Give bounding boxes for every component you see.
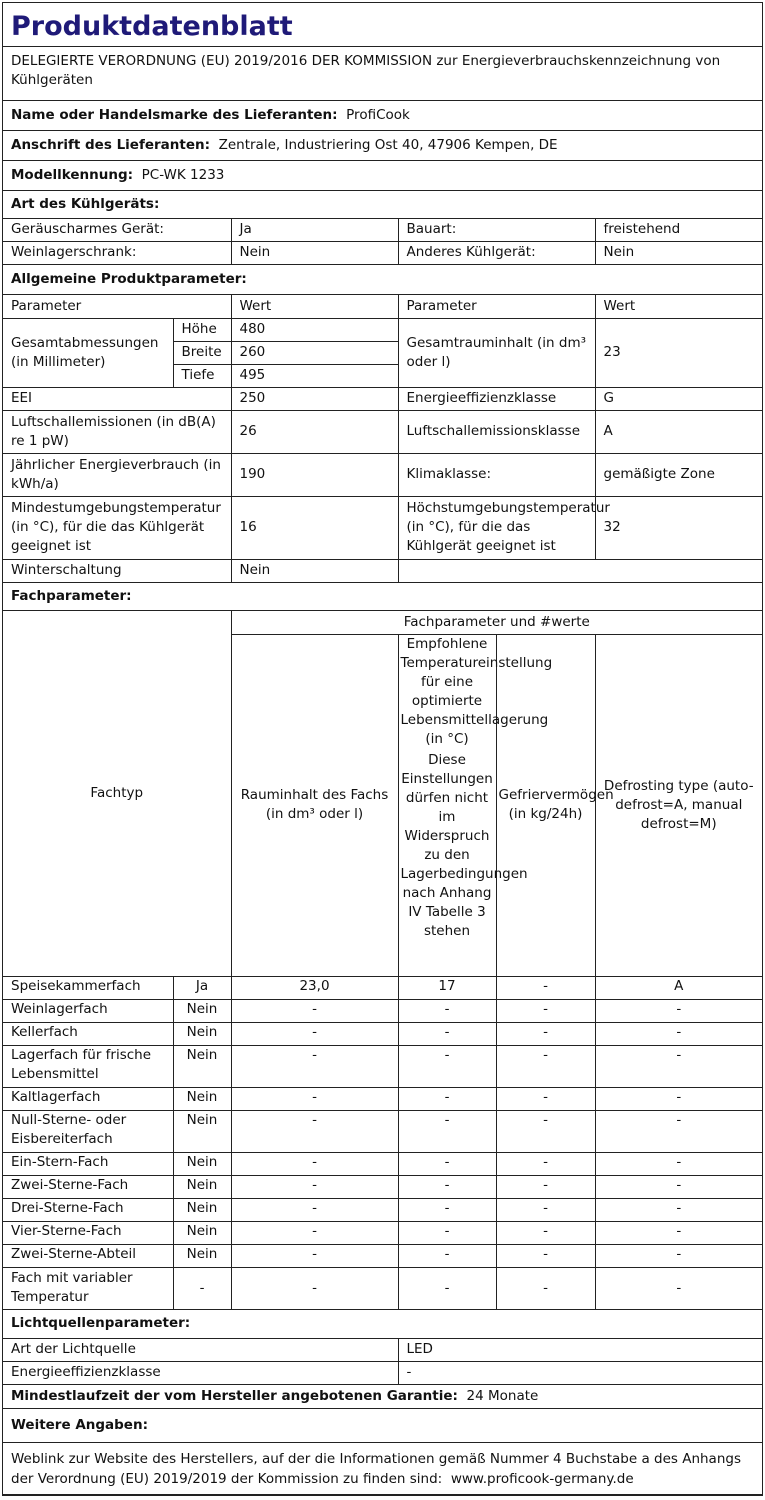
general-header-row	[3, 294, 762, 318]
parameter-row	[3, 410, 762, 453]
compartment-temperature: -	[398, 1175, 496, 1198]
type-label: Anderes Kühlgerät:	[398, 241, 595, 264]
compartment-defrost: -	[595, 1110, 762, 1152]
compartments-heading-row	[3, 582, 762, 610]
compartment-present: Nein	[173, 1022, 231, 1045]
dimension-value: 480	[231, 318, 398, 341]
dimension-label: Breite	[173, 341, 231, 364]
column-header: Wert	[231, 294, 398, 318]
general-heading: Allgemeine Produktparameter:	[3, 264, 762, 294]
freezing-header: Gefriervermögen (in kg/24h)	[496, 634, 595, 976]
compartment-temperature: -	[398, 1022, 496, 1045]
parameter-row	[3, 387, 762, 410]
type-value: Nein	[231, 241, 398, 264]
compartment-freezing: -	[496, 999, 595, 1022]
compartment-volume: -	[231, 1244, 398, 1267]
parameter-label: Energieeffizienzklasse	[398, 387, 595, 410]
compartment-name: Vier-Sterne-Fach	[3, 1221, 173, 1244]
winter-row	[3, 559, 762, 582]
appliance-type-heading-row	[3, 191, 762, 218]
compartment-defrost: -	[595, 999, 762, 1022]
light-heading-row	[3, 1309, 762, 1338]
compartment-row	[3, 1267, 762, 1309]
dimension-label: Tiefe	[173, 364, 231, 387]
parameter-value: gemäßigte Zone	[595, 453, 762, 496]
type-value: Ja	[231, 218, 398, 241]
compartment-present: Nein	[173, 1175, 231, 1198]
compartment-temperature: -	[398, 999, 496, 1022]
further-info-cell	[3, 1442, 762, 1494]
compartment-temperature: -	[398, 1110, 496, 1152]
compartment-volume: -	[231, 1221, 398, 1244]
compartment-volume: -	[231, 1022, 398, 1045]
compartment-row	[3, 976, 762, 999]
compartment-freezing: -	[496, 1198, 595, 1221]
column-header: Parameter	[398, 294, 595, 318]
compartment-defrost: -	[595, 1267, 762, 1309]
type-label: Bauart:	[398, 218, 595, 241]
compartment-present: -	[173, 1267, 231, 1309]
compartment-temperature: -	[398, 1045, 496, 1087]
page-title: Produktdatenblatt	[3, 3, 762, 47]
compartment-volume: -	[231, 999, 398, 1022]
compartment-volume: -	[231, 1175, 398, 1198]
model-value: PC-WK 1233	[141, 167, 225, 183]
further-heading-row	[3, 1408, 762, 1442]
compartment-temperature: -	[398, 1221, 496, 1244]
compartment-name: Drei-Sterne-Fach	[3, 1198, 173, 1221]
compartment-defrost: -	[595, 1152, 762, 1175]
compartment-type-header: Fachtyp	[3, 610, 231, 976]
light-heading: Lichtquellenparameter:	[3, 1309, 762, 1338]
parameter-value: 190	[231, 453, 398, 496]
compartments-heading: Fachparameter:	[3, 582, 762, 610]
compartment-group-header: Fachparameter und #werte	[231, 610, 762, 634]
parameter-value: G	[595, 387, 762, 410]
light-label: Art der Lichtquelle	[3, 1338, 398, 1361]
dimension-value: 260	[231, 341, 398, 364]
compartment-freezing: -	[496, 1022, 595, 1045]
further-info-text: Weblink zur Website des Herstellers, auf der die Informationen gemäß Nummer 4 Buchstabe a des Anhangs der Verordnung (EU) 2019/2019 der Kommission zu finden sind:	[11, 1450, 741, 1487]
empty-cell	[398, 559, 762, 582]
parameter-label: Mindestumgebungstemperatur (in °C), für die das Kühlgerät geeignet ist	[3, 496, 231, 559]
compartment-volume: -	[231, 1045, 398, 1087]
compartment-row	[3, 1175, 762, 1198]
compartment-defrost: -	[595, 1221, 762, 1244]
compartment-row	[3, 999, 762, 1022]
compartment-row	[3, 1198, 762, 1221]
winter-value: Nein	[231, 559, 398, 582]
parameter-value: A	[595, 410, 762, 453]
appliance-type-row	[3, 218, 762, 241]
compartment-defrost: -	[595, 1045, 762, 1087]
parameter-value: 32	[595, 496, 762, 559]
parameter-row	[3, 496, 762, 559]
address-label: Anschrift des Lieferanten:	[11, 137, 210, 153]
compartment-defrost: -	[595, 1244, 762, 1267]
type-value: freistehend	[595, 218, 762, 241]
parameter-label: Luftschallemissionen (in dB(A) re 1 pW)	[3, 410, 231, 453]
parameter-row	[3, 453, 762, 496]
compartment-freezing: -	[496, 1244, 595, 1267]
parameter-label: Klimaklasse:	[398, 453, 595, 496]
compartment-freezing: -	[496, 1152, 595, 1175]
dimension-value: 495	[231, 364, 398, 387]
compartment-name: Speisekammerfach	[3, 976, 173, 999]
compartment-freezing: -	[496, 1087, 595, 1110]
regulation-subtitle: DELEGIERTE VERORDNUNG (EU) 2019/2016 DER KOMMISSION zur Energieverbrauchskennzeichnung von Kühlgeräten	[3, 47, 762, 101]
parameter-label: Jährlicher Energieverbrauch (in kWh/a)	[3, 453, 231, 496]
compartment-name: Zwei-Sterne-Fach	[3, 1175, 173, 1198]
manufacturer-weblink[interactable]: www.proficook-germany.de	[450, 1470, 634, 1487]
compartment-row	[3, 1087, 762, 1110]
supplier-value: ProfiCook	[346, 107, 410, 123]
compartment-temperature: -	[398, 1267, 496, 1309]
compartment-row	[3, 1045, 762, 1087]
appliance-type-row	[3, 241, 762, 264]
compartment-row	[3, 1152, 762, 1175]
compartment-present: Nein	[173, 1221, 231, 1244]
compartment-present: Ja	[173, 976, 231, 999]
compartment-freezing: -	[496, 1175, 595, 1198]
compartment-volume: -	[231, 1267, 398, 1309]
compartment-volume: -	[231, 1110, 398, 1152]
warranty-value: 24 Monate	[466, 1387, 539, 1404]
compartment-name: Lagerfach für frische Lebensmittel	[3, 1045, 173, 1087]
compartment-defrost: -	[595, 1087, 762, 1110]
compartment-present: Nein	[173, 1087, 231, 1110]
address-row	[3, 131, 762, 161]
light-value: -	[398, 1361, 762, 1384]
compartment-name: Kaltlagerfach	[3, 1087, 173, 1110]
winter-label: Winterschaltung	[3, 559, 231, 582]
appliance-type-heading: Art des Kühlgeräts:	[3, 191, 762, 218]
dimensions-label: Gesamtabmessungen (in Millimeter)	[3, 318, 173, 387]
compartment-present: Nein	[173, 999, 231, 1022]
parameter-value: 250	[231, 387, 398, 410]
compartment-volume: 23,0	[231, 976, 398, 999]
parameter-label: EEI	[3, 387, 231, 410]
warranty-label: Mindestlaufzeit der vom Hersteller angebotenen Garantie:	[11, 1387, 458, 1404]
temperature-header-text: Empfohlene Temperatureinstellung für eine optimierte Lebensmittellagerung (in °C)	[400, 635, 553, 747]
light-row	[3, 1338, 762, 1361]
supplier-label: Name oder Handelsmarke des Lieferanten:	[11, 107, 338, 123]
compartment-temperature: 17	[398, 976, 496, 999]
light-label: Energieeffizienzklasse	[3, 1361, 398, 1384]
compartment-freezing: -	[496, 1267, 595, 1309]
light-value: LED	[398, 1338, 762, 1361]
compartment-row	[3, 1221, 762, 1244]
compartment-name: Null-Sterne- oder Eisbereiterfach	[3, 1110, 173, 1152]
compartment-present: Nein	[173, 1198, 231, 1221]
compartments-group-row	[3, 610, 762, 634]
dimension-label: Höhe	[173, 318, 231, 341]
compartment-name: Fach mit variabler Temperatur	[3, 1267, 173, 1309]
general-heading-row	[3, 264, 762, 294]
compartment-present: Nein	[173, 1244, 231, 1267]
defrost-header: Defrosting type (auto-defrost=A, manual defrost=M)	[595, 634, 762, 976]
compartment-present: Nein	[173, 1152, 231, 1175]
supplier-row	[3, 101, 762, 131]
model-row	[3, 161, 762, 191]
warranty-cell	[3, 1384, 762, 1408]
compartment-name: Zwei-Sterne-Abteil	[3, 1244, 173, 1267]
light-row	[3, 1361, 762, 1384]
type-label: Geräuscharmes Gerät:	[3, 218, 231, 241]
volume-header: Rauminhalt des Fachs (in dm³ oder l)	[231, 634, 398, 976]
model-label: Modellkennung:	[11, 167, 134, 183]
compartment-volume: -	[231, 1152, 398, 1175]
compartment-defrost: A	[595, 976, 762, 999]
column-header: Wert	[595, 294, 762, 318]
compartment-freezing: -	[496, 1045, 595, 1087]
address-value: Zentrale, Industriering Ost 40, 47906 Kempen, DE	[218, 137, 558, 153]
compartment-freezing: -	[496, 976, 595, 999]
compartment-defrost: -	[595, 1175, 762, 1198]
type-label: Weinlagerschrank:	[3, 241, 231, 264]
warranty-row	[3, 1384, 762, 1408]
compartment-name: Kellerfach	[3, 1022, 173, 1045]
compartment-present: Nein	[173, 1045, 231, 1087]
compartment-volume: -	[231, 1087, 398, 1110]
compartment-name: Ein-Stern-Fach	[3, 1152, 173, 1175]
product-data-sheet	[2, 2, 763, 1496]
temperature-note: Diese Einstellungen dürfen nicht im Widerspruch zu den Lagerbedingungen nach Anhang IV Tabelle 3 stehen	[400, 751, 528, 939]
compartment-name: Weinlagerfach	[3, 999, 173, 1022]
parameter-value: 16	[231, 496, 398, 559]
compartment-present: Nein	[173, 1110, 231, 1152]
total-volume-label: Gesamtrauminhalt (in dm³ oder l)	[398, 318, 595, 387]
compartment-freezing: -	[496, 1110, 595, 1152]
compartment-temperature: -	[398, 1152, 496, 1175]
further-info-row	[3, 1442, 762, 1494]
parameter-value: 26	[231, 410, 398, 453]
total-volume-value: 23	[595, 318, 762, 387]
main-table	[3, 191, 762, 1495]
type-value: Nein	[595, 241, 762, 264]
compartment-freezing: -	[496, 1221, 595, 1244]
compartment-row	[3, 1022, 762, 1045]
compartment-temperature: -	[398, 1244, 496, 1267]
parameter-label: Luftschallemissionsklasse	[398, 410, 595, 453]
compartment-volume: -	[231, 1198, 398, 1221]
compartment-row	[3, 1244, 762, 1267]
compartment-defrost: -	[595, 1022, 762, 1045]
compartment-temperature: -	[398, 1198, 496, 1221]
further-heading: Weitere Angaben:	[3, 1408, 762, 1442]
compartment-temperature: -	[398, 1087, 496, 1110]
temperature-header	[398, 634, 553, 976]
dimension-row	[3, 318, 762, 341]
compartment-defrost: -	[595, 1198, 762, 1221]
column-header: Parameter	[3, 294, 231, 318]
compartment-row	[3, 1110, 762, 1152]
parameter-label: Höchstumgebungstemperatur (in °C), für die das Kühlgerät geeignet ist	[398, 496, 595, 559]
